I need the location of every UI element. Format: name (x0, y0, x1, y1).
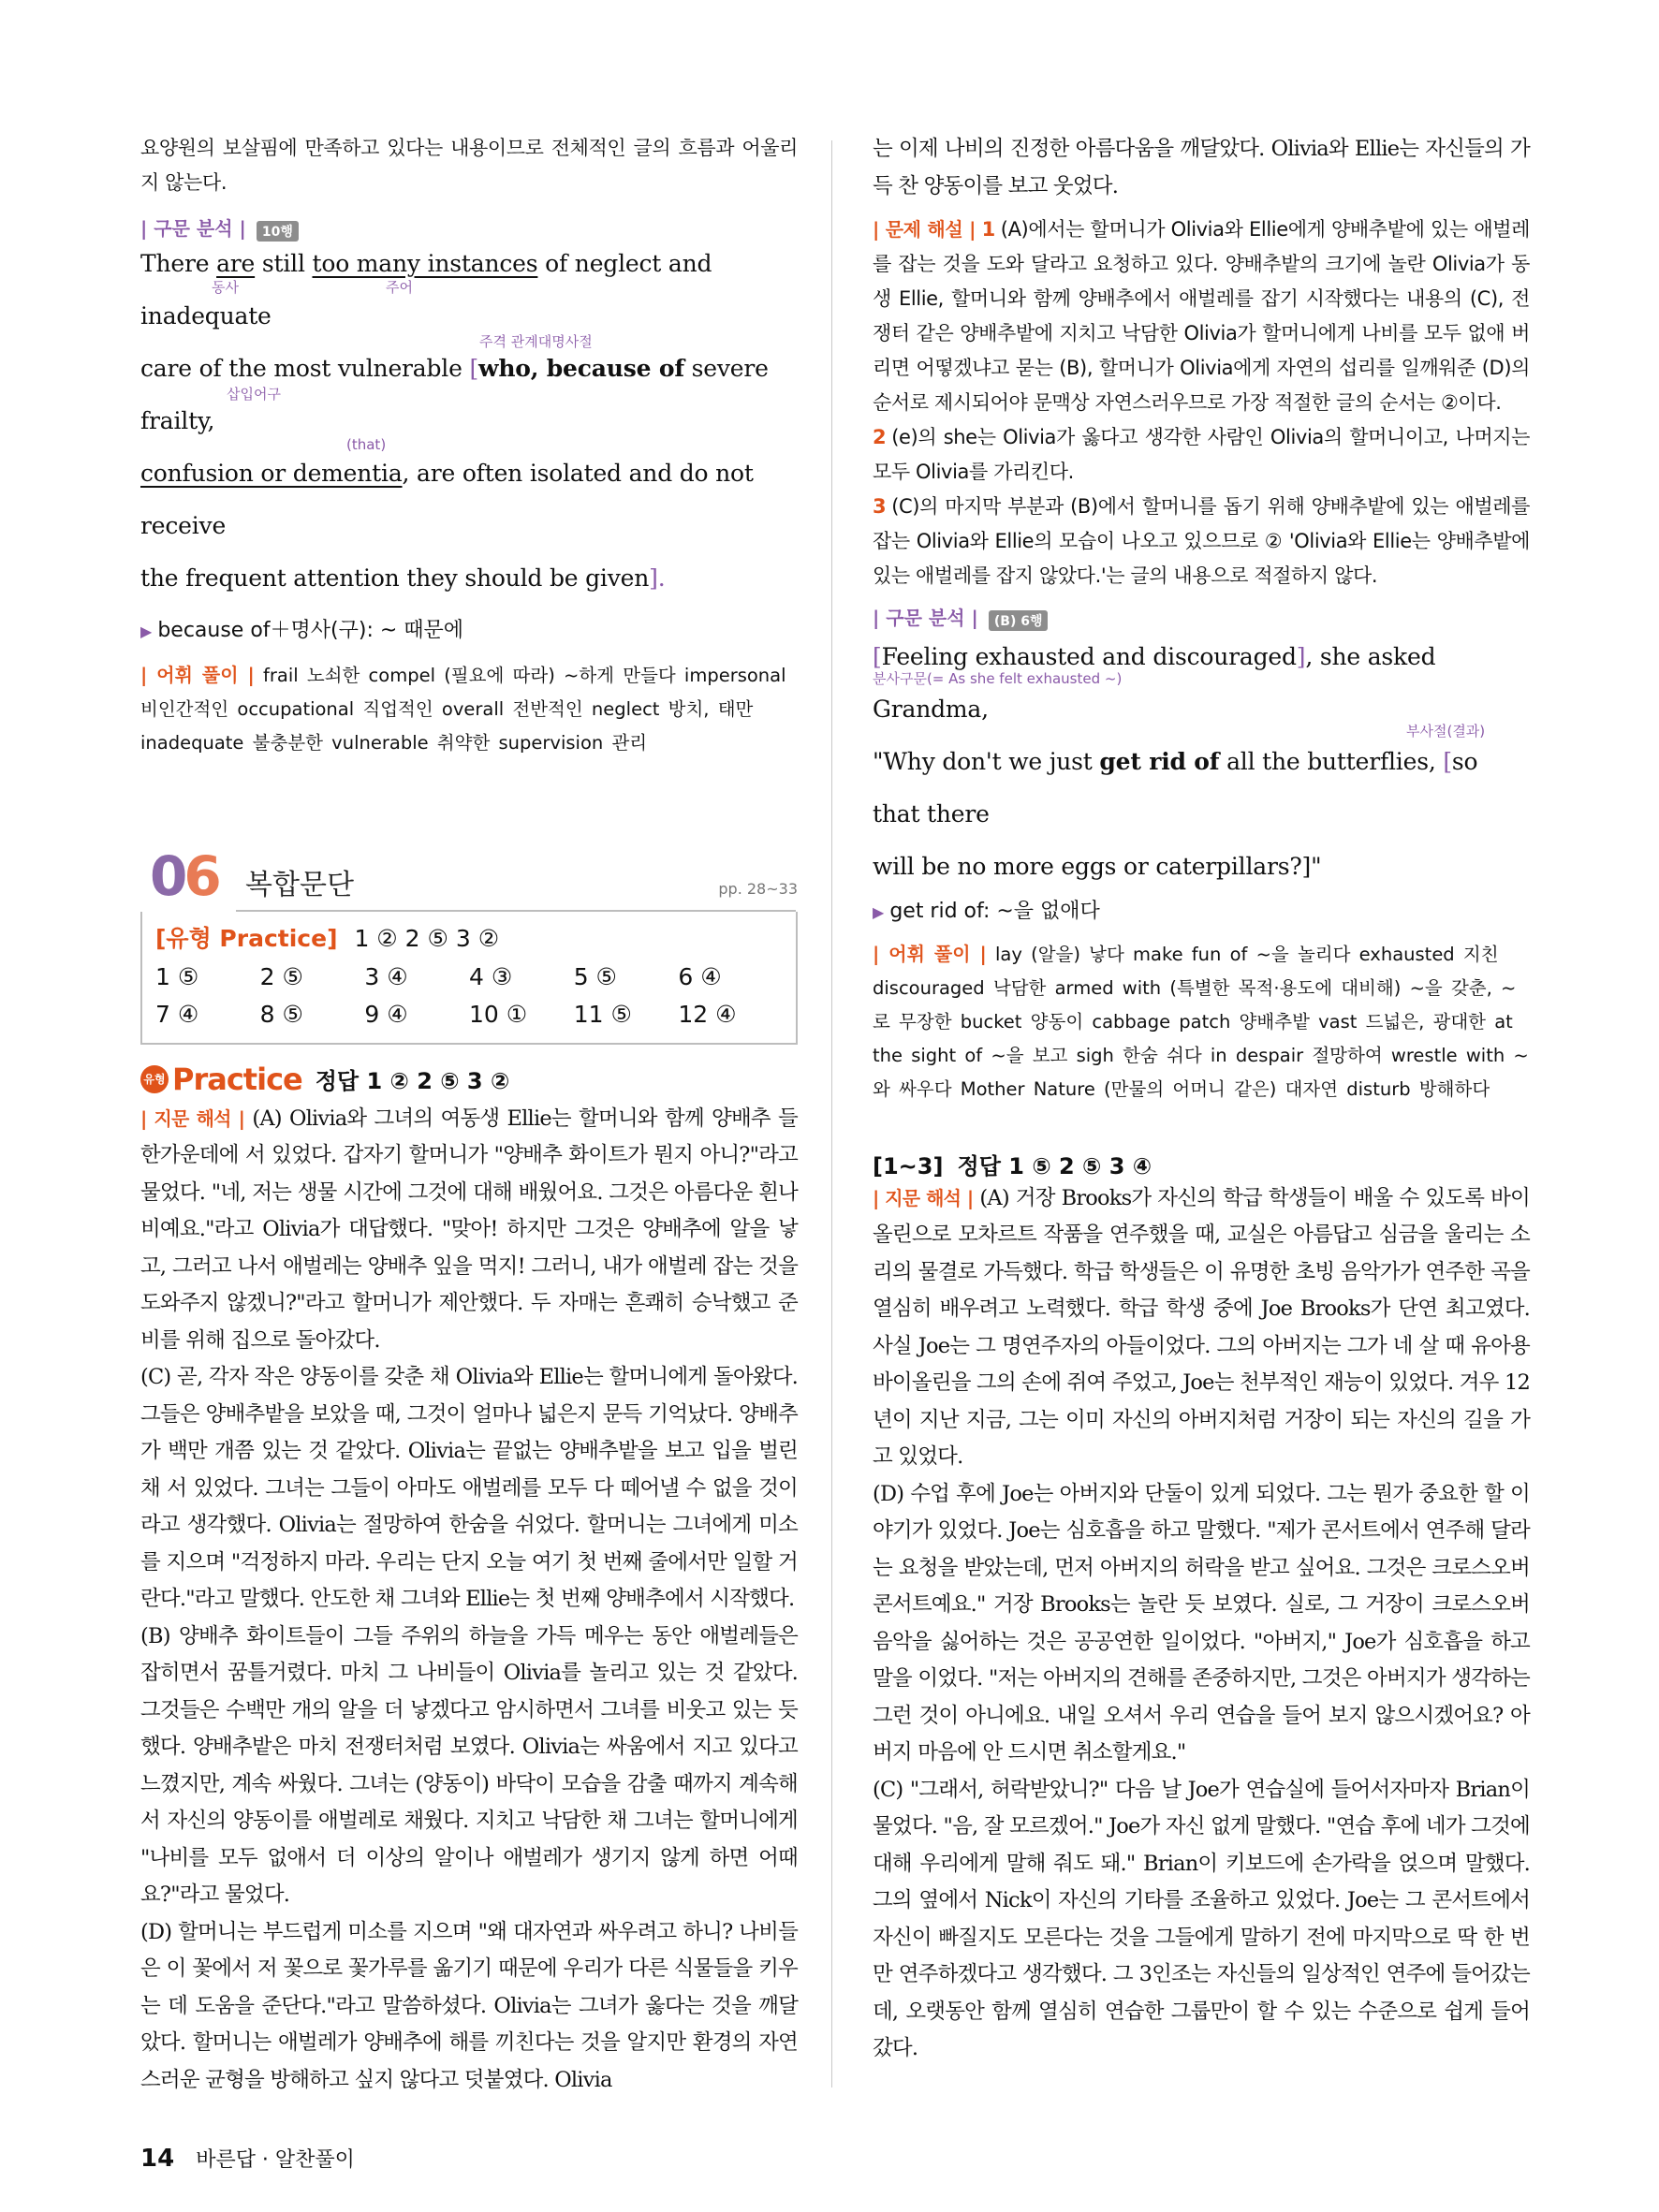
page-footer (140, 2144, 355, 2173)
problem-explanation-3: 3 (C)의 마지막 부분과 (B)에서 할머니를 돕기 위해 양배추밭에 있는 애벌레를 잡는 Olivia와 Ellie의 모습이 나오고 있으므로 ② 'Olivia와 Ellie는 양배추밭에 있는 애벌레를 잡지 않았다.'는 글의 내용으로 적절하지 않다. (873, 495, 1530, 587)
answer-cell: 12 ④ (678, 1000, 737, 1028)
answer-row-1 (155, 959, 783, 996)
jimun-label-right: | 지문 해석 | (873, 1186, 974, 1209)
intro-paragraph: 요양원의 보살핌에 만족하고 있다는 내용이므로 전체적인 글의 흐름과 어울리지 않는다. (140, 137, 798, 194)
gumun-right-line-3: will be no more eggs or caterpillars?]" (873, 852, 1322, 880)
munje-label: | 문제 해설 | (873, 218, 976, 241)
translation-a: | 지문 해석 | (A) Olivia와 그녀의 여동생 Ellie는 할머니와 함께 양배추 들 한가운데에 서 있었다. 갑자기 할머니가 "양배추 화이트가 뭔지 아니?"라고 물었다. "네, 저는 생물 시간에 그것에 대해 배웠어요. 그것은 아름다운 흰나비예요."라고 Olivia가 대답했다. "맞아! 하지만 그것은 양배추에 알을 낳고, 그러고 나서 애벌레는 양배추 잎을 먹지! 그러니, 내가 애벌레 잡는 것을 도와주지 않겠니?"라고 할머니가 제안했다. 두 자매는 흔쾌히 승낙했고 준비를 위해 집으로 돌아갔다. (140, 1106, 798, 1353)
gumun-block (140, 238, 798, 605)
practice-title: Practice (172, 1061, 302, 1097)
line-badge-right: (B) 6행 (989, 610, 1049, 631)
answer-cell: 1 ⑤ (155, 962, 199, 990)
answer-cell: 2 ⑤ (259, 962, 303, 990)
vocab-block (140, 658, 798, 760)
jimun-label: | 지문 해석 | (140, 1106, 245, 1130)
book-title: 바른답 · 알찬풀이 (196, 2148, 355, 2172)
set2-header (873, 1148, 1530, 1180)
answer-cell: 9 ④ (364, 1000, 408, 1028)
set2-translation-d: (D) 수업 후에 Joe는 아버지와 단둘이 있게 되었다. 그는 뭔가 중요한 할 이야기가 있었다. Joe는 심호흡을 하고 말했다. "제가 콘서트에서 연주해 달라는 요청을 받았는데, 먼저 아버지의 허락을 받고 싶어요. 그것은 크로스오버 콘서트예요." 거장 Brooks는 놀란 듯 보였다. 실로, 그 거장이 크로스오버 음악을 싫어하는 것은 공공연한 일이었다. "아버지," Joe가 심호흡을 하고 말을 이었다. "저는 아버지의 견해를 존중하지만, 그것은 아버지가 생각하는 그런 것이 아니에요. 내일 오셔서 우리 연습을 들어 보지 않으시겠어요? 아버지 마음에 안 드시면 취소할게요." (873, 1481, 1530, 1765)
page-range: pp. 28~33 (718, 879, 798, 898)
annotation-that: (that) (346, 435, 387, 453)
gumun-block-right (873, 631, 1530, 893)
annotation-participle: 분사구문(= As she felt exhausted ~) (873, 669, 1123, 687)
vocab-label-right: | 어휘 풀이 | (873, 942, 987, 965)
translation-d: (D) 할머니는 부드럽게 미소를 지으며 "왜 대자연과 싸우려고 하니? 나비들은 이 꽃에서 저 꽃으로 꽃가루를 옮기기 때문에 우리가 다른 식물들을 키우는 데 도움을 준단다."라고 말씀하셨다. Olivia는 그녀가 옳다는 것을 깨달았다. 할머니는 애벌레가 양배추에 해를 끼친다는 것을 알지만 환경의 자연스러운 균형을 방해하고 싶지 않다고 덧붙였다. Olivia (140, 1919, 798, 2092)
section-number: 06 (150, 843, 218, 908)
gumun-line-4: the frequent attention they should be given]. (140, 564, 666, 592)
line-badge: 10행 (257, 221, 299, 242)
gumun-header-right (873, 603, 1530, 631)
answer-box (140, 912, 798, 1045)
practice-answers: 1 ② 2 ⑤ 3 ② (354, 924, 500, 952)
page-number: 14 (140, 2145, 175, 2173)
answer-cell: 11 ⑤ (573, 1000, 632, 1028)
annotation-verb: 동사 (212, 278, 239, 296)
grammar-note: ▶ because of＋명사(구): ~ 때문에 (140, 618, 464, 642)
vocab-label: | 어휘 풀이 | (140, 663, 255, 686)
answer-cell: 10 ① (469, 1000, 528, 1028)
problem-explanation-1: | 문제 해설 | 1 (A)에서는 할머니가 Olivia와 Ellie에게 양배추밭에 있는 애벌레를 잡는 것을 도와 달라고 요청하고 있다. 양배추밭의 크기에 놀란 Olivia가 동생 Ellie, 할머니와 함께 양배추에서 애벌레를 잡기 시작했다는 내용의 (C), 전쟁터 같은 양배추밭에 지치고 낙담한 Olivia가 할머니에게 나비를 모두 없애 버리면 어떻겠냐고 묻는 (B), 할머니가 Olivia에게 자연의 섭리를 일깨워준 (D)의 순서로 제시되어야 문맥상 자연스러우므로 가장 적절한 글의 순서는 ②이다. (873, 218, 1530, 414)
set2-translation-a: | 지문 해석 | (A) 거장 Brooks가 자신의 학급 학생들이 배울 수 있도록 바이올린으로 모차르트 작품을 연주했을 때, 교실은 아름답고 심금을 울리는 소리의 물결로 가득했다. 학급 학생들은 이 유명한 초빙 음악가가 연주한 곡을 열심히 배우려고 노력했다. 학급 학생 중에 Joe Brooks가 단연 최고였다. 사실 Joe는 그 명연주자의 아들이었다. 그의 아버지는 그가 네 살 때 유아용 바이올린을 그의 손에 쥐여 주었고, Joe는 천부적인 재능이 있었다. 겨우 12년이 지난 지금, 그는 이미 자신의 아버지처럼 거장이 되는 자신의 길을 가고 있었다. (873, 1185, 1530, 1469)
problem-explanation-2: 2 (e)의 she는 Olivia가 옳다고 생각한 사람인 Olivia의 할머니이고, 나머지는 모두 Olivia를 가리킨다. (873, 426, 1530, 483)
practice-header (140, 1062, 798, 1097)
translation-c: (C) 곧, 각자 작은 양동이를 갖춘 채 Olivia와 Ellie는 할머니에게 돌아왔다. 그들은 양배추밭을 보았을 때, 그것이 얼마나 넓은지 문득 기억났다. 양배추가 백만 개쯤 있는 것 같았다. Olivia는 끝없는 양배추밭을 보고 입을 벌린 채 서 있었다. 그녀는 그들이 아마도 애벌레를 모두 다 떼어낼 수 없을 것이라고 생각했다. Olivia는 절망하여 한숨을 쉬었다. 할머니는 그녀에게 미소를 지으며 "걱정하지 마라. 우리는 단지 오늘 여기 첫 번째 줄에서만 일할 거란다."라고 말했다. 안도한 채 그녀와 Ellie는 첫 번째 양배추에서 시작했다. (140, 1365, 798, 1611)
box-top-rule (236, 910, 796, 912)
vocab-block-right (873, 937, 1530, 1106)
practice-badge: 유형 (140, 1065, 169, 1093)
annotation-adverb-clause: 부사절(결과) (1406, 722, 1486, 740)
practice-label: [유형 Practice] (155, 924, 338, 952)
section-title: 복합문단 (245, 868, 354, 901)
annotation-relative-clause: 주격 관계대명사절 (479, 332, 593, 350)
set2-answer: 정답 1 ⑤ 2 ⑤ 3 ④ (957, 1152, 1152, 1179)
annotation-subject: 주어 (386, 278, 413, 296)
answer-cell: 4 ③ (469, 962, 513, 990)
gumun-label-right: | 구문 분석 | (873, 607, 978, 629)
gumun-label: | 구문 분석 | (140, 217, 246, 240)
right-column (873, 131, 1530, 2068)
answer-cell: 3 ④ (364, 962, 408, 990)
gumun-line-3: confusion or dementia, are often isolated and do not receive (140, 459, 754, 539)
answer-cell: 8 ⑤ (259, 1000, 303, 1028)
answer-row-2 (155, 996, 783, 1033)
answer-cell: 6 ④ (678, 962, 722, 990)
annotation-insertion: 삽입어구 (227, 385, 281, 403)
practice-answer-row (155, 919, 783, 959)
set2-range: [1~3] (873, 1152, 944, 1179)
left-column (140, 131, 798, 2099)
column-divider (831, 140, 832, 2087)
gumun-line-1: There are still too many instances of neglect and inadequate (140, 249, 712, 330)
gumun-right-line-2: "Why don't we just get rid of all the butterflies, [so that there (873, 747, 1478, 828)
gumun-right-line-1: [Feeling exhausted and discouraged], she asked Grandma, (873, 642, 1436, 723)
answer-cell: 5 ⑤ (573, 962, 617, 990)
vocab-text: frail 노쇠한 compel (필요에 따라) ~하게 만들다 impersonal 비인간적인 occupational 직업적인 overall 전반적인 neglect 방치, 태만 inadequate 불충분한 vulnerable 취약한 supervision 관리 (140, 664, 786, 754)
practice-answer: 정답 1 ② 2 ⑤ 3 ② (315, 1068, 510, 1094)
answer-cell: 7 ④ (155, 1000, 199, 1028)
grammar-note-right: ▶ get rid of: ~을 없애다 (873, 899, 1100, 923)
triangle-bullet-icon: ▶ (140, 622, 153, 640)
vocab-text-right: lay (알을) 낳다 make fun of ~을 놀리다 exhausted 지친 discouraged 낙담한 armed with (특별한 목적·용도에 대비해) ~을 갖춘, ~로 무장한 bucket 양동이 cabbage patch 양배추밭 vast 드넓은, 광대한 at the sight of ~을 보고 sigh 한숨 쉬다 in despair 절망하여 wrestle with ~와 싸우다 Mother Nature (만물의 어머니 같은) 대자연 disturb 방해하다 (873, 943, 1529, 1100)
gumun-line-2: care of the most vulnerable [who, because of severe frailty, (140, 354, 769, 434)
translation-b: (B) 양배추 화이트들이 그들 주위의 하늘을 가득 메우는 동안 애벌레들은 잡히면서 꿈틀거렸다. 마치 그 나비들이 Olivia를 놀리고 있는 것 같았다. 그것들은 수백만 개의 알을 더 낳겠다고 암시하면서 그녀를 비웃고 있는 듯했다. 양배추밭은 마치 전쟁터처럼 보였다. Olivia는 싸움에서 지고 있다고 느꼈지만, 계속 싸웠다. 그녀는 (양동이) 바닥이 모습을 감출 때까지 계속해서 자신의 양동이를 애벌레로 채웠다. 지치고 낙담한 채 그녀는 할머니에게 "나비를 모두 없애서 더 이상의 알이나 애벌레가 생기지 않게 하면 어때요?"라고 물었다. (140, 1623, 798, 1907)
translation-continued: 는 이제 나비의 진정한 아름다움을 깨달았다. Olivia와 Ellie는 자신들의 가득 찬 양동이를 보고 웃었다. (873, 137, 1530, 198)
section-header (140, 844, 798, 910)
set2-translation-c: (C) "그래서, 허락받았니?" 다음 날 Joe가 연습실에 들어서자마자 Brian이 물었다. "음, 잘 모르겠어." Joe가 자신 없게 말했다. "연습 후에 네가 그것에 대해 우리에게 말해 줘도 돼." Brian이 키보드에 손가락을 얹으며 말했다. 그의 옆에서 Nick이 자신의 기타를 조율하고 있었다. Joe는 그 콘서트에서 자신이 빠질지도 모른다는 것을 그들에게 말하기 전에 마지막으로 딱 한 번만 연주하겠다고 생각했다. 그 3인조는 자신들의 일상적인 연주에 들어갔는데, 오랫동안 함께 열심히 연습한 그룹만이 할 수 있는 수준으로 쉽게 들어갔다. (873, 1777, 1530, 2060)
triangle-bullet-icon: ▶ (873, 902, 885, 921)
